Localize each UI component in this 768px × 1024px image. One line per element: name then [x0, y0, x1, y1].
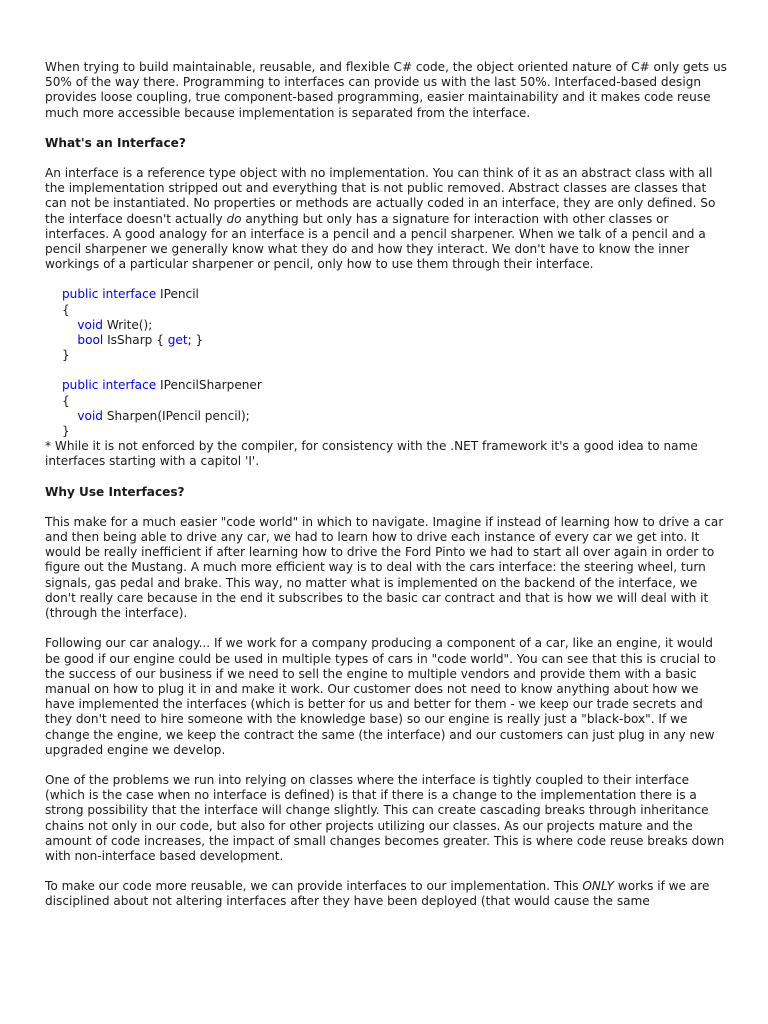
reusable-code-paragraph: To make our code more reusable, we can provide interfaces to our implementation. This ONLY works if we are disciplined about not altering interfaces after they have been deployed (that would cause the same	[45, 879, 710, 909]
heading-why-use-interfaces: Why Use Interfaces?	[45, 484, 185, 499]
intro-paragraph: When trying to build maintainable, reusable, and flexible C# code, the object oriented nature of C# only gets us 50% of the way there. Programming to interfaces can provide us with the last 50%. Interfaced-based design provides loose coupling, true component-based programming, easier maintainability and it makes code reuse much more accessible because implementation is separated from the interface.	[45, 60, 727, 120]
code-block-ipencilsharpener: public interface IPencilSharpener { void Sharpen(IPencil pencil); }	[62, 378, 262, 439]
tight-coupling-paragraph: One of the problems we run into relying on classes where the interface is tightly coupled to their interface (which is the case when no interface is defined) is that if there is a change to the implementation there is a strong possibility that the interface will change slightly. This can create cascading breaks through inheritance chains not only in our code, but also for other projects utilizing our classes. As our projects mature and the amount of code increases, the impact of small changes becomes greater. This is where code reuse breaks down with non-interface based development.	[45, 772, 725, 863]
naming-note: * While it is not enforced by the compiler, for consistency with the .NET framework it's a good idea to name interfaces starting with a capitol 'I'.	[45, 439, 698, 469]
heading-whats-an-interface: What's an Interface?	[45, 135, 186, 150]
interface-definition-paragraph: An interface is a reference type object with no implementation. You can think of it as an abstract class with all the implementation stripped out and everything that is not public removed. Abstract classes are classes that can not be instantiated. No properties or methods are actually coded in an interface, they are only defined. So the interface doesn't actually do anything but only has a signature for interaction with other classes or interfaces. A good analogy for an interface is a pencil and a pencil sharpener. When we talk of a pencil and a pencil sharpener we generally know what they do and how they interact. We don't have to know the inner workings of a particular sharpener or pencil, only how to use them through their interface.	[45, 166, 716, 272]
car-analogy-paragraph: Following our car analogy... If we work for a company producing a component of a car, like an engine, it would be good if our engine could be used in multiple types of cars in "code world". You can see that this is crucial to the success of our business if we need to sell the engine to multiple vendors and provide them with a basic manual on how to plug it in and make it work. Our customer does not need to know anything about how we have implemented the interfaces (which is better for us and better for them - we keep our trade secrets and they don't need to hire someone with the knowledge base) so our engine is really just a "black-box". If we change the engine, we keep the contract the same (the interface) and our customers can just plug in any new upgraded engine we develop.	[45, 636, 716, 757]
code-block-ipencil: public interface IPencil { void Write(); bool IsSharp { get; } }	[62, 287, 204, 363]
code-world-paragraph: This make for a much easier "code world" in which to navigate. Imagine if instead of learning how to drive a car and then being able to drive any car, we had to learn how to drive each instance of every car we get into. It would be really inefficient if after learning how to drive the Ford Pinto we had to start all over again in order to figure out the Mustang. A much more efficient way is to deal with the cars interface: the steering wheel, turn signals, gas pedal and brake. This way, no matter what is implemented on the backend of the interface, we don't really care because in the end it subscribes to the basic car contract and that is how we will deal with it (through the interface).	[45, 514, 724, 621]
